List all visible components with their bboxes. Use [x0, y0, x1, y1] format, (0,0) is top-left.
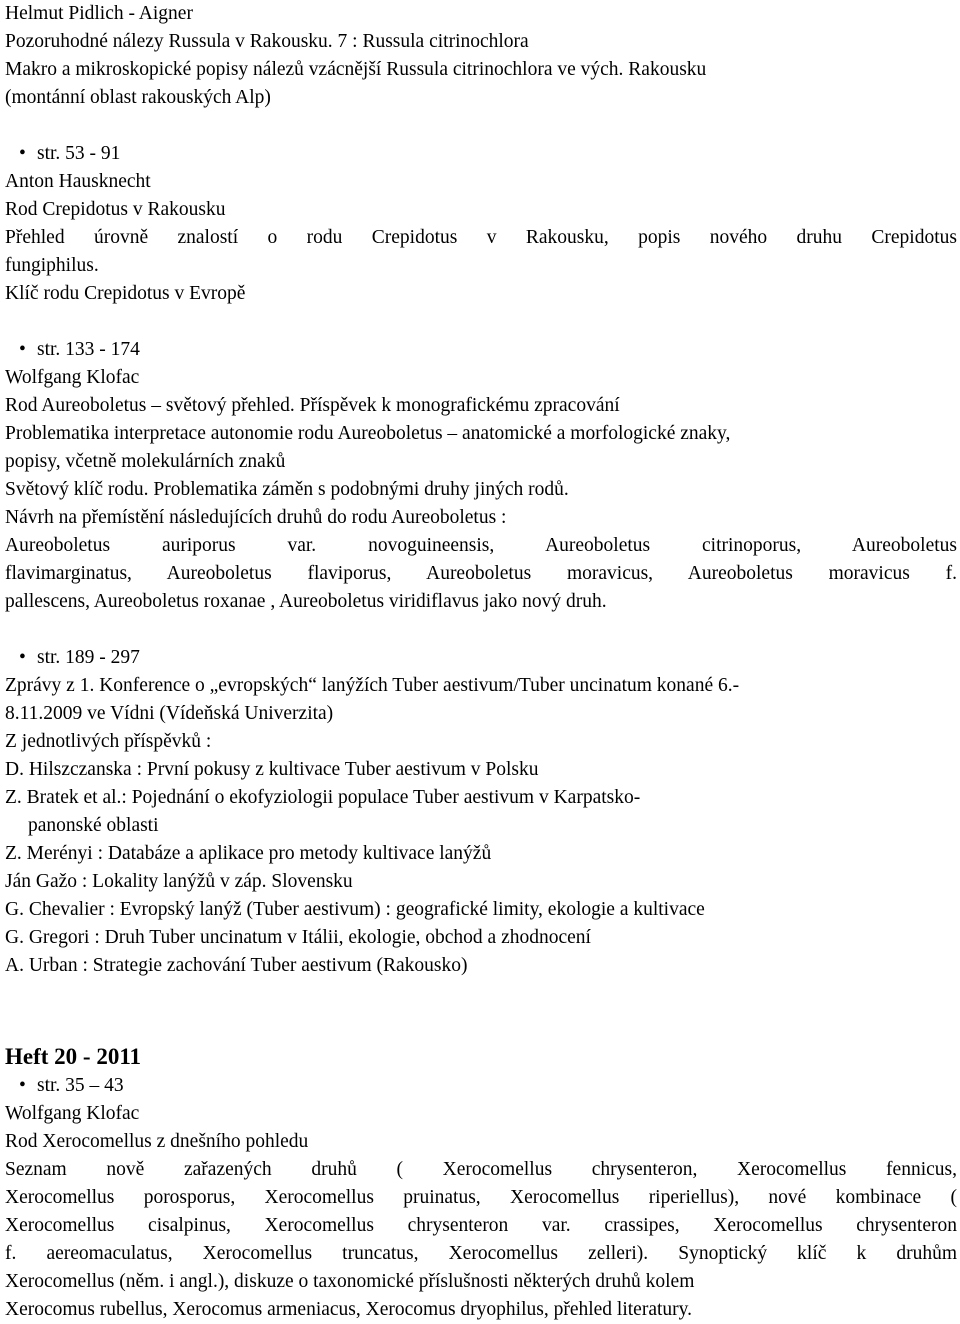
article-desc-line: Xerocomellus porosporus, Xerocomellus pruinatus, Xerocomellus riperiellus), nové kombinace (: [5, 1187, 957, 1208]
spacer: [5, 112, 957, 140]
page-range-item: [5, 644, 957, 672]
article-key-line: Klíč rodu Crepidotus v Evropě: [5, 283, 246, 304]
article-desc-line: popisy, včetně molekulárních znaků: [5, 451, 286, 472]
article-desc-line: Světový klíč rodu. Problematika záměn s podobnými druhy jiných rodů.: [5, 479, 569, 500]
heft-heading: Heft 20 - 2011: [5, 1044, 142, 1069]
article-desc-line: Návrh na přemístění následujících druhů do rodu Aureoboletus :: [5, 507, 507, 528]
document-page: [5, 0, 957, 1324]
contribution-item: G. Chevalier : Evropský lanýž (Tuber aestivum) : geografické limity, ekologie a kultivace: [5, 899, 705, 920]
article-desc-line: Aureoboletus auriporus var. novoguineensis, Aureoboletus citrinoporus, Aureoboletus: [5, 535, 957, 556]
article-desc-line: Seznam nově zařazených druhů ( Xerocomellus chrysenteron, Xerocomellus fennicus,: [5, 1159, 957, 1180]
article-desc-line: pallescens, Aureoboletus roxanae , Aureoboletus viridiflavus jako nový druh.: [5, 591, 607, 612]
article-desc-line: Xerocomus rubellus, Xerocomus armeniacus, Xerocomus dryophilus, přehled literatury.: [5, 1299, 693, 1320]
article-desc-line: Problematika interpretace autonomie rodu Aureoboletus – anatomické a morfologické znaky,: [5, 423, 731, 444]
article-desc-line: (montánní oblast rakouských Alp): [5, 87, 271, 108]
spacer: [5, 616, 957, 644]
article-title-russula: Pozoruhodné nálezy Russula v Rakousku. 7 : Russula citrinochlora: [5, 31, 529, 52]
page-range-item: [5, 140, 957, 168]
article-desc-line: fungiphilus.: [5, 255, 99, 276]
contribution-item-continued: panonské oblasti: [28, 815, 159, 836]
spacer: [5, 980, 957, 1008]
author-klofac: Wolfgang Klofac: [5, 367, 140, 388]
bullet-icon: •: [19, 339, 26, 360]
article-desc-line: Xerocomellus cisalpinus, Xerocomellus chrysenteron var. crassipes, Xerocomellus chrysenteron: [5, 1215, 957, 1236]
article-desc-line: f. aereomaculatus, Xerocomellus truncatus, Xerocomellus zelleri). Synoptický klíč k druhům: [5, 1243, 957, 1264]
page-range: str. 53 - 91: [37, 143, 121, 164]
contribution-item: D. Hilszczanska : První pokusy z kultivace Tuber aestivum v Polsku: [5, 759, 539, 780]
conference-title-line: 8.11.2009 ve Vídni (Vídeňská Univerzita): [5, 703, 334, 724]
spacer: [5, 1008, 957, 1036]
bullet-icon: •: [19, 1075, 26, 1096]
article-desc-line: Přehled úrovně znalostí o rodu Crepidotus v Rakousku, popis nového druhu Crepidotus: [5, 227, 957, 248]
article-title-aureoboletus: Rod Aureoboletus – světový přehled. Příspěvek k monografickému zpracování: [5, 395, 620, 416]
author-pidlich: Helmut Pidlich - Aigner: [5, 3, 193, 24]
contribution-item: A. Urban : Strategie zachování Tuber aestivum (Rakousko): [5, 955, 468, 976]
page-range: str. 35 – 43: [37, 1075, 124, 1096]
page-range-item: [5, 336, 957, 364]
author-hausknecht: Anton Hausknecht: [5, 171, 151, 192]
page-range: str. 133 - 174: [37, 339, 140, 360]
bullet-icon: •: [19, 647, 26, 668]
conference-title-line: Zprávy z 1. Konference o „evropských“ lanýžích Tuber aestivum/Tuber uncinatum konané 6.-: [5, 675, 740, 696]
author-klofac: Wolfgang Klofac: [5, 1103, 140, 1124]
article-title-crepidotus: Rod Crepidotus v Rakousku: [5, 199, 226, 220]
article-desc-line: flavimarginatus, Aureoboletus flaviporus, Aureoboletus moravicus, Aureoboletus moravicus f.: [5, 563, 957, 584]
page-range: str. 189 - 297: [37, 647, 140, 668]
article-title-xerocomellus: Rod Xerocomellus z dnešního pohledu: [5, 1131, 309, 1152]
bullet-icon: •: [19, 143, 26, 164]
contribution-item: G. Gregori : Druh Tuber uncinatum v Itálii, ekologie, obchod a zhodnocení: [5, 927, 591, 948]
page-range-item: [5, 1072, 957, 1100]
spacer: [5, 308, 957, 336]
contributions-heading: Z jednotlivých příspěvků :: [5, 731, 212, 752]
article-desc-line: Xerocomellus (něm. i angl.), diskuze o taxonomické příslušnosti některých druhů kolem: [5, 1271, 695, 1292]
article-desc-line: Makro a mikroskopické popisy nálezů vzácnější Russula citrinochlora ve vých. Rakousku: [5, 59, 707, 80]
contribution-item: Ján Gažo : Lokality lanýžů v záp. Slovensku: [5, 871, 353, 892]
contribution-item: Z. Bratek et al.: Pojednání o ekofyziologii populace Tuber aestivum v Karpatsko-: [5, 787, 641, 808]
contribution-item: Z. Merényi : Databáze a aplikace pro metody kultivace lanýžů: [5, 843, 492, 864]
